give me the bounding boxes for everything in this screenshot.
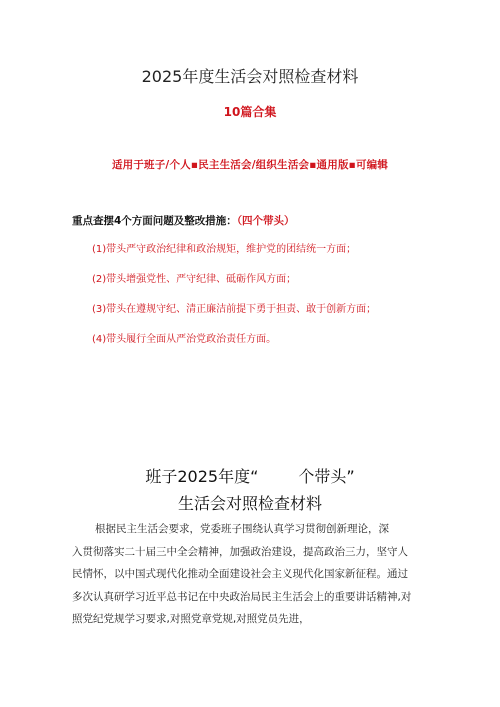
document-title: 2025年度生活会对照检查材料 <box>141 67 359 86</box>
section-title-line2: 生活会对照检查材料 <box>177 494 322 513</box>
paragraph-line: 根据民主生活会要求，党委班子围绕认真学习贯彻创新理论，深 <box>95 523 389 535</box>
paragraph-line: 多次认真研学习近平总书记在中央政治局民主生活会上的重要讲话精神,对 <box>72 590 412 603</box>
focus-list <box>92 243 376 363</box>
paragraph-line: 民情怀，以中国式现代化推动全面建设社会主义现代化国家新征程。通过 <box>72 568 408 580</box>
focus-item: (3)带头在遵规守纪、清正廉洁前提下勇于担责、敢于创新方面； <box>92 304 377 315</box>
paragraph-line: 照党纪党规学习要求,对照党章党规,对照党员先进， <box>72 613 310 625</box>
focus-item: (2)带头增强党性、严守纪律、砥砺作风方面； <box>92 274 297 285</box>
focus-heading-text: 重点查摆4个方面问题及整改措施： <box>72 215 237 227</box>
document-subtitle: 10篇合集 <box>223 105 277 119</box>
section-title-line1 <box>0 464 500 487</box>
body-paragraph <box>72 518 432 631</box>
focus-heading-note: （四个带头） <box>236 215 295 227</box>
section-title-part-a: 班子2025年度“ <box>145 467 259 486</box>
section-title-part-b: 个带头” <box>298 467 355 486</box>
focus-item: (4)带头履行全面从严治党政治责任方面。 <box>92 334 277 345</box>
focus-heading <box>72 213 295 228</box>
focus-item: (1)带头严守政治纪律和政治规矩，维护党的团结统一方面； <box>92 244 357 255</box>
applicability-note: 适用于班子/个人▪民主生活会/组织生活会▪通用版▪可编辑 <box>111 159 389 171</box>
paragraph-line: 入贯彻落实二十届三中全会精神，加强政治建设，提高政治三力，坚守人 <box>72 545 408 558</box>
